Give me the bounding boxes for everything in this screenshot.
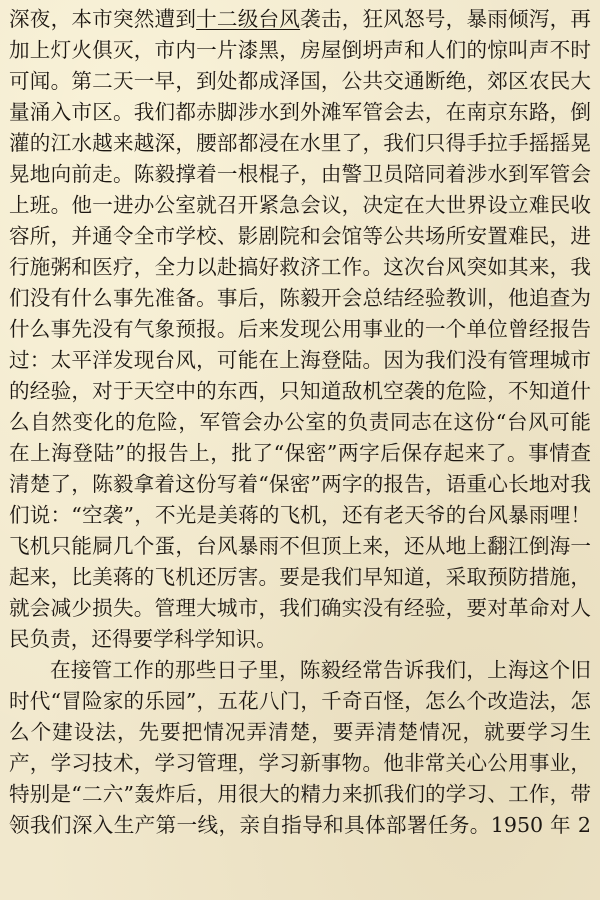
text-segment: 袭击，狂风怒号，暴雨倾泻，再 — [300, 7, 591, 31]
text-segment: 深夜，本市突然遭到 — [9, 7, 197, 31]
text-line: 过：太平洋发现台风，可能在上海登陆。因为我们没有管理城市 — [9, 348, 591, 372]
text-line: 什么事先没有气象预报。后来发现公用事业的一个单位曾经报告 — [9, 317, 591, 341]
text-line: 容所，并通令全市学校、影剧院和会馆等公共场所安置难民，进 — [9, 224, 591, 248]
text-line: 时代“冒险家的乐园”，五花八门，千奇百怪，怎么个改造法，怎 — [9, 689, 591, 713]
text-line: 们说：“空袭”，不光是美蒋的飞机，还有老天爷的台风暴雨哩！ — [9, 503, 591, 527]
text-line: 上班。他一进办公室就召开紧急会议，决定在大世界设立难民收 — [9, 193, 591, 217]
text-line: 在接管工作的那些日子里，陈毅经常告诉我们，上海这个旧 — [50, 658, 591, 682]
text-line: 可闻。第二天一早，到处都成泽国，公共交通断绝，郊区农民大 — [9, 69, 591, 93]
text-line: 就会减少损失。管理大城市，我们确实没有经验，要对革命对人 — [9, 596, 591, 620]
text-line — [9, 4, 591, 35]
text-line: 起来，比美蒋的飞机还厉害。要是我们早知道，采取预防措施， — [9, 565, 591, 589]
text-line: 晃地向前走。陈毅撑着一根棍子，由警卫员陪同着涉水到军管会 — [9, 162, 591, 186]
text-line: 么自然变化的危险，军管会办公室的负责同志在这份“台风可能 — [9, 410, 591, 434]
text-line: 量涌入市区。我们都赤脚涉水到外滩军管会去，在南京东路，倒 — [9, 100, 591, 124]
paragraph-1 — [9, 4, 591, 655]
text-line: 清楚了，陈毅拿着这份写着“保密”两字的报告，语重心长地对我 — [9, 472, 591, 496]
text-line: 们没有什么事先准备。事后，陈毅开会总结经验教训，他追查为 — [9, 286, 591, 310]
text-line: 行施粥和医疗，全力以赴搞好救济工作。这次台风突如其来，我 — [9, 255, 591, 279]
paragraph-2 — [9, 655, 591, 841]
text-line: 产，学习技术，学习管理，学习新事物。他非常关心公用事业， — [9, 751, 591, 775]
text-line: 领我们深入生产第一线，亲自指导和具体部署任务。1950 年 2 — [9, 813, 591, 837]
text-line: 加上灯火俱灭，市内一片漆黑，房屋倒坍声和人们的惊叫声不时 — [9, 38, 591, 62]
underlined-phrase: 十二级台风 — [196, 7, 301, 31]
text-line: 灌的江水越来越深，腰部都浸在水里了，我们只得手拉手摇摇晃 — [9, 131, 591, 155]
text-line: 飞机只能屙几个蛋，台风暴雨不但顶上来，还从地上翻江倒海一 — [9, 534, 591, 558]
text-line: 特别是“二六”轰炸后，用很大的精力来抓我们的学习、工作，带 — [9, 782, 591, 806]
text-line: 么个建设法，先要把情况弄清楚，要弄清楚情况，就要学习生 — [9, 720, 591, 744]
text-line: 在上海登陆”的报告上，批了“保密”两字后保存起来了。事情查 — [9, 441, 591, 465]
text-line: 民负责，还得要学科学知识。 — [9, 627, 277, 651]
text-line: 的经验，对于天空中的东西，只知道敌机空袭的危险，不知道什 — [9, 379, 591, 403]
